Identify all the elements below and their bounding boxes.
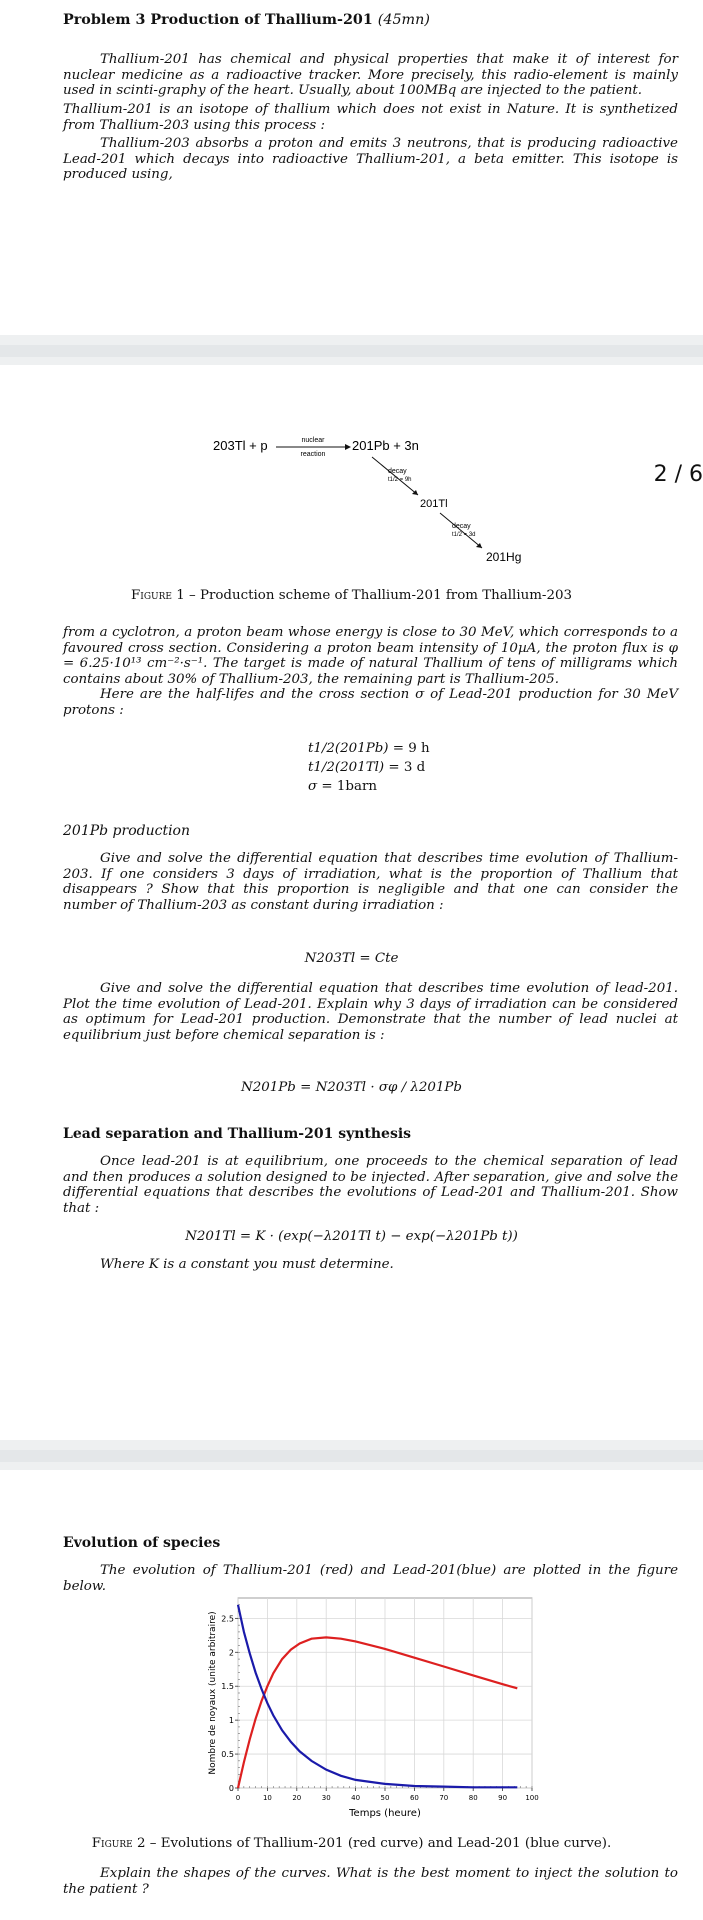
equation-n201tl: N201Tl = K · (exp(−λ201Tl t) − exp(−λ201Pb t)) — [185, 1229, 518, 1244]
equation-n203-constant: N203Tl = Cte — [304, 951, 399, 966]
constant-row: σ = 1barn — [308, 779, 377, 794]
production-scheme-figure — [0, 365, 703, 580]
x-tick-label: 100 — [525, 1794, 539, 1802]
x-tick-label: 50 — [380, 1794, 390, 1802]
decay2-label: decay — [452, 523, 471, 530]
species-evolution-chart — [200, 1592, 540, 1822]
x-tick-label: 40 — [351, 1794, 361, 1802]
page-3 — [0, 1470, 703, 1920]
x-tick-label: 70 — [439, 1794, 449, 1802]
evolution-question: Explain the shapes of the curves. What is the best moment to inject the solution to the patient ? — [63, 1866, 678, 1897]
page-number: 2 / 6 — [653, 462, 703, 487]
halflife-intro: Here are the half-lifes and the cross section σ of Lead-201 production for 30 MeV protons : — [63, 687, 678, 718]
figure-2-caption: Figure 2 – Evolutions of Thallium-201 (red curve) and Lead-201 (blue curve). — [91, 1836, 612, 1851]
x-tick-label: 0 — [235, 1794, 241, 1802]
intro-paragraph-2: Thallium-201 is an isotope of thallium which does not exist in Nature. It is synthetized from Thallium-203 using this process : — [63, 102, 678, 133]
constant-row: t1/2(201Pb) = 9 h — [308, 741, 430, 756]
scheme-reactant: 203Tl + p — [213, 438, 268, 453]
page-break — [0, 1440, 703, 1470]
x-tick-label: 80 — [468, 1794, 478, 1802]
page-2 — [0, 365, 703, 1440]
problem-title: Problem 3 Production of Thallium-201 (45mn) — [63, 12, 430, 28]
scheme-product: 201Pb + 3n — [352, 438, 419, 453]
constants-block — [308, 739, 430, 796]
scheme-final: 201Hg — [486, 550, 522, 564]
where-k-text: Where K is a constant you must determine. — [100, 1257, 394, 1272]
cyclotron-paragraph: from a cyclotron, a proton beam whose energy is close to 30 MeV, which corresponds to a favoured cross section. Considering a proton beam intensity of 10µA, the proton flux is φ = 6.25·10¹³ cm⁻²·s⁻¹. The target is made of natural Thallium of tens of milligrams which contains about 30% of Thallium-203, the remaining part is Thallium-205. — [63, 625, 678, 687]
y-axis-label: Nombre de noyaux (unite arbitraire) — [208, 1611, 218, 1775]
x-tick-label: 60 — [409, 1794, 419, 1802]
y-tick-label: 0.5 — [221, 1750, 234, 1760]
x-tick-label: 10 — [262, 1794, 272, 1802]
separation-section-title: Lead separation and Thallium-201 synthesis — [63, 1126, 412, 1142]
page-break — [0, 335, 703, 365]
decay1-time: t1/2 = 9h — [388, 477, 412, 483]
separation-paragraph: Once lead-201 is at equilibrium, one proceeds to the chemical separation of lead and then produces a solution designed to be injected. After separation, give and solve the differential equations that describes the evolutions of Lead-201 and Thallium-201. Show that : — [63, 1154, 678, 1216]
y-tick-label: 2 — [228, 1648, 234, 1658]
intro-paragraph-1: Thallium-201 has chemical and physical properties that make it of interest for nuclear medicine as a radioactive tracker. More precisely, this radio-element is mainly used in scinti-graphy of the heart. Usually, about 100MBq are injected to the patient. — [63, 52, 678, 99]
decay-arrow-2 — [440, 513, 482, 548]
arrow-label-bottom: reaction — [300, 451, 326, 458]
intro-paragraph-3: Thallium-203 absorbs a proton and emits 3 neutrons, that is producing radioactive Lead-201 which decays into radioactive Thallium-201, a beta emitter. This isotope is produced using, — [63, 136, 678, 183]
decay-arrow-1 — [372, 457, 418, 495]
problem-duration: (45mn) — [377, 12, 430, 28]
y-tick-label: 1 — [228, 1716, 234, 1726]
decay2-time: t1/2 = 3d — [452, 532, 476, 538]
constant-row: t1/2(201Tl) = 3 d — [308, 760, 426, 775]
evolution-section-title: Evolution of species — [63, 1535, 221, 1551]
x-tick-label: 30 — [321, 1794, 331, 1802]
decay1-label: decay — [388, 468, 407, 475]
evolution-paragraph: The evolution of Thallium-201 (red) and Lead-201(blue) are plotted in the figure below. — [63, 1563, 678, 1594]
scheme-intermediate: 201Tl — [420, 498, 448, 510]
y-tick-label: 2.5 — [221, 1614, 234, 1624]
pb-section-title: 201Pb production — [63, 823, 191, 839]
page-1 — [0, 0, 703, 335]
y-tick-label: 0 — [228, 1784, 234, 1793]
equation-n201pb-equilibrium: N201Pb = N203Tl · σφ / λ201Pb — [240, 1080, 463, 1095]
pb-paragraph-2: Give and solve the differential equation that describes time evolution of lead-201. Plot the time evolution of Lead-201. Explain why 3 days of irradiation can be considered as optimum for Lead-201 production. Demonstrate that the number of lead nuclei at equilibrium just before chemical separation is : — [63, 981, 678, 1043]
x-tick-label: 90 — [498, 1794, 508, 1802]
y-tick-label: 1.5 — [221, 1682, 234, 1692]
x-axis-label: Temps (heure) — [349, 1808, 421, 1819]
arrow-label-top: nuclear — [301, 437, 325, 444]
x-tick-label: 20 — [292, 1794, 302, 1802]
pb-paragraph-1: Give and solve the differential equation that describes time evolution of Thallium-203. If one considers 3 days of irradiation, what is the proportion of Thallium that disappears ? Show that this proportion is negligible and that one can consider the number of Thallium-203 as constant during irradiation : — [63, 851, 678, 913]
figure-1-caption: Figure 1 – Production scheme of Thallium-201 from Thallium-203 — [130, 588, 573, 603]
